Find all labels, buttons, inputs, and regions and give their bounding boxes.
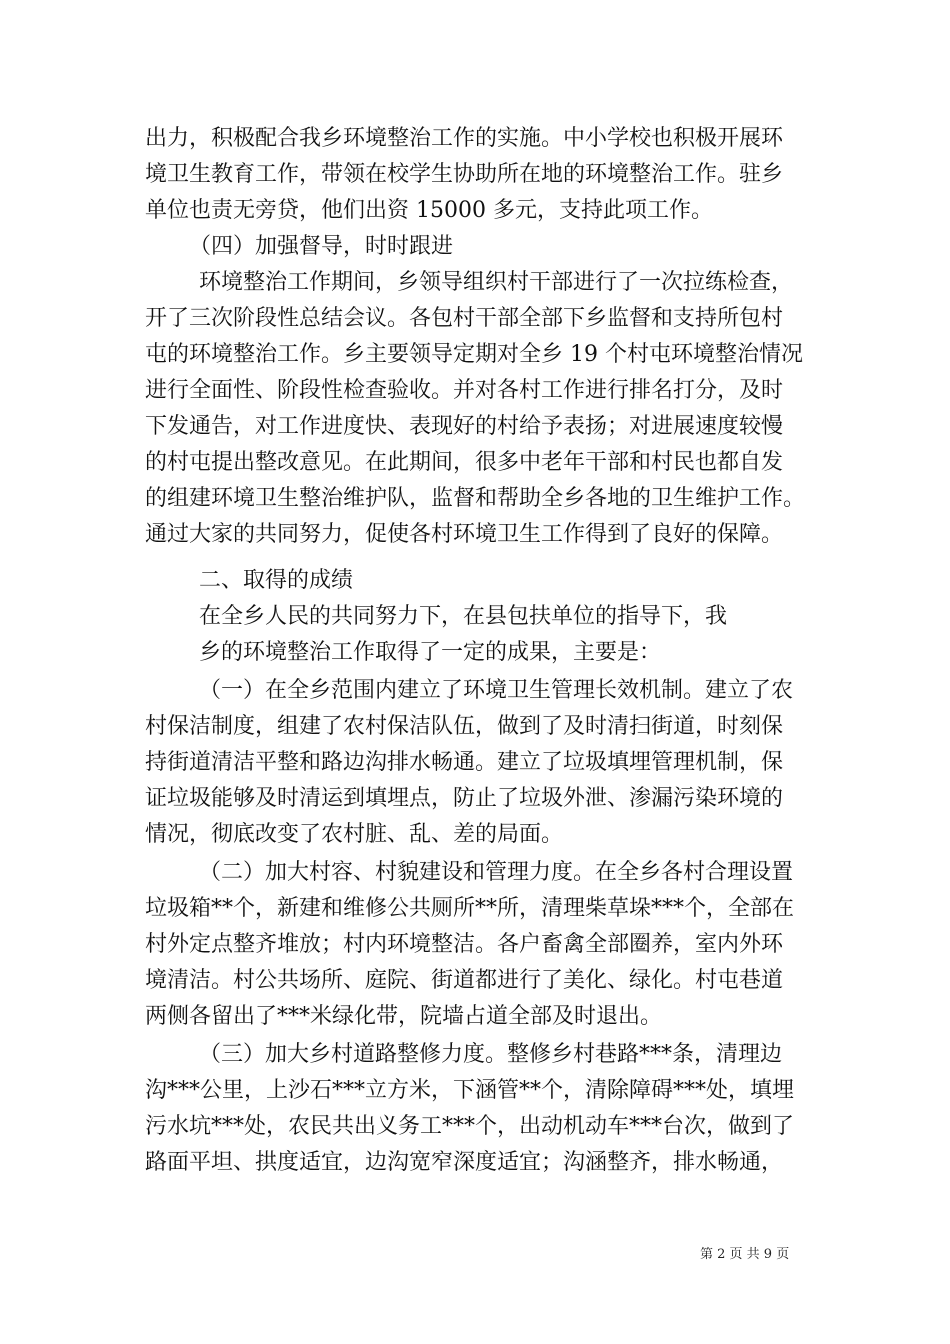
paragraph-line: 村保洁制度，组建了农村保洁队伍，做到了及时清扫街道，时刻保 [145, 714, 784, 739]
paragraph-line: 路面平坦、拱度适宜，边沟宽窄深度适宜；沟涵整齐，排水畅通， [145, 1150, 784, 1175]
paragraph-line: 出力，积极配合我乡环境整治工作的实施。中小学校也积极开展环 [145, 126, 784, 151]
paragraph-line: 进行全面性、阶段性检查验收。并对各村工作进行排名打分，及时 [145, 378, 784, 403]
paragraph-line: 两侧各留出了***米绿化带，院墙占道全部及时退出。 [145, 1004, 663, 1029]
paragraph-line: 境卫生教育工作，带领在校学生协助所在地的环境整治工作。驻乡 [145, 162, 784, 187]
paragraph-line: 持街道清洁平整和路边沟排水畅通。建立了垃圾填埋管理机制，保 [145, 750, 784, 775]
paragraph-line: 乡的环境整治工作取得了一定的成果，主要是： [199, 640, 662, 665]
paragraph-line: 通过大家的共同努力，促使各村环境卫生工作得到了良好的保障。 [145, 522, 784, 547]
paragraph-line: 环境整治工作期间，乡领导组织村干部进行了一次拉练检查， [199, 270, 794, 295]
section-heading: （四）加强督导，时时跟进 [189, 234, 454, 259]
paragraph-line: 屯的环境整治工作。乡主要领导定期对全乡 19 个村屯环境整治情况 [145, 342, 803, 367]
paragraph-line: 单位也责无旁贷，他们出资 15000 多元，支持此项工作。 [145, 198, 713, 223]
paragraph-line: 的村屯提出整改意见。在此期间，很多中老年干部和村民也都自发 [145, 450, 784, 475]
paragraph-line: （一）在全乡范围内建立了环境卫生管理长效机制。建立了农 [199, 678, 794, 703]
paragraph-line: 的组建环境卫生整治维护队，监督和帮助全乡各地的卫生维护工作。 [145, 486, 806, 511]
paragraph-line: 情况，彻底改变了农村脏、乱、差的局面。 [145, 822, 564, 847]
paragraph-line: 垃圾箱**个，新建和维修公共厕所**所，清理柴草垛***个，全部在 [145, 896, 795, 921]
paragraph-line: 开了三次阶段性总结会议。各包村干部全部下乡监督和支持所包村 [145, 306, 784, 331]
section-heading: 二、取得的成绩 [199, 568, 354, 593]
paragraph-line: （二）加大村容、村貌建设和管理力度。在全乡各村合理设置 [199, 860, 794, 885]
paragraph-line: 污水坑***处，农民共出义务工***个，出动机动车***台次，做到了 [145, 1114, 795, 1139]
page-number-footer: 第 2 页 共 9 页 [700, 1247, 790, 1262]
paragraph-line: 境清洁。村公共场所、庭院、街道都进行了美化、绿化。村屯巷道 [145, 968, 784, 993]
paragraph-line: 村外定点整齐堆放；村内环境整洁。各户畜禽全部圈养，室内外环 [145, 932, 784, 957]
paragraph-line: 在全乡人民的共同努力下，在县包扶单位的指导下，我 [199, 604, 728, 629]
paragraph-line: （三）加大乡村道路整修力度。整修乡村巷路***条，清理边 [199, 1042, 783, 1067]
paragraph-line: 下发通告，对工作进度快、表现好的村给予表扬；对进展速度较慢 [145, 414, 784, 439]
paragraph-line: 沟***公里，上沙石***立方米，下涵管**个，清除障碍***处，填埋 [145, 1078, 795, 1103]
paragraph-line: 证垃圾能够及时清运到填埋点，防止了垃圾外泄、渗漏污染环境的 [145, 786, 784, 811]
